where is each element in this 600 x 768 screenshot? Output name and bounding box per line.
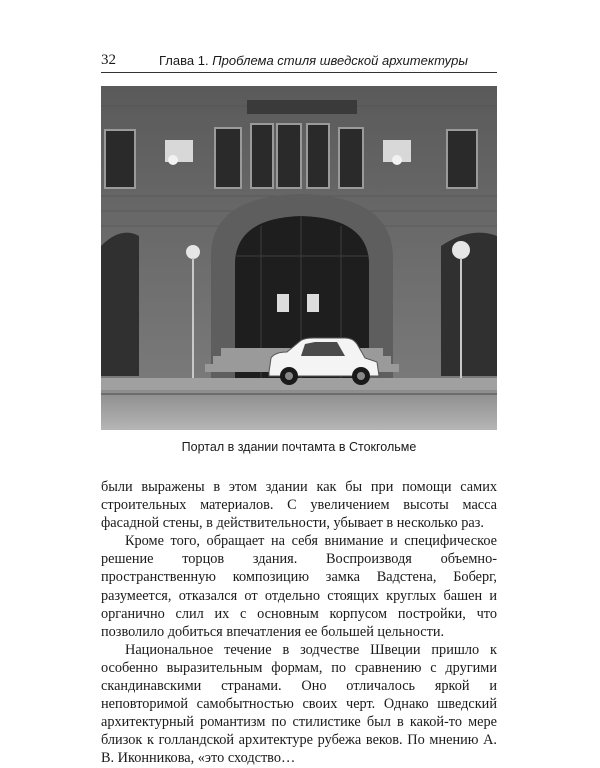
paragraph-2: Кроме того, обращает на себя внимание и специфическое решение торцов здания. Воспроизводя объемно-пространственную композицию замка Вадстена, Боберг, разумеется, отказался от отдельно стоящих круглых башен и органично слил их с основным корпусом постройки, что позволило добиться впечатления ее большей цельности. bbox=[101, 533, 497, 640]
running-title bbox=[159, 53, 468, 68]
building-portal-photo bbox=[101, 86, 497, 430]
chapter-label: Глава 1. bbox=[159, 53, 209, 68]
header-rule bbox=[101, 72, 497, 73]
body-text bbox=[101, 478, 497, 768]
chapter-title: Проблема стиля шведской архитектуры bbox=[212, 53, 468, 68]
running-header bbox=[101, 52, 497, 72]
paragraph-3: Национальное течение в зодчестве Швеции пришло к особенно выразительным формам, по сравнению с другими скандинавскими странами. Оно отличалось яркой и неповторимой самобытностью своих черт. Однако шведский архитектурный романтизм по стилистике был в какой-то мере близок к голландской архитектуре рубежа веков. По мнению А. В. Иконникова, «это сходство… bbox=[101, 641, 497, 767]
page-number: 32 bbox=[101, 52, 116, 68]
figure-caption: Портал в здании почтамта в Стокгольме bbox=[181, 440, 417, 454]
paragraph-1: были выражены в этом здании как бы при помощи самих строительных материалов. С увеличением высоты масса фасадной стены, в действительности, убывает в несколько раз. bbox=[101, 479, 497, 532]
